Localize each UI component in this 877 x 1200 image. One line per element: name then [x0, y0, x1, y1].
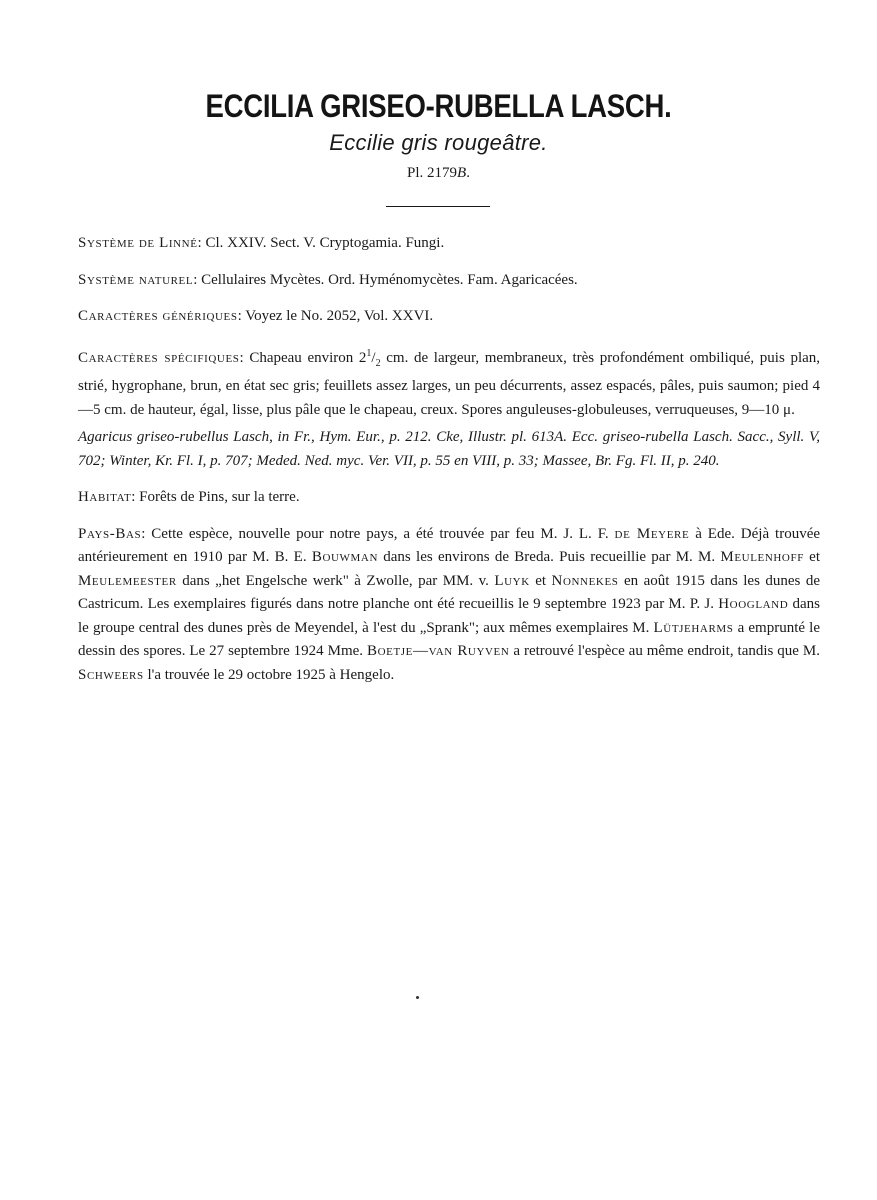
text-run: dans le groupe central des dunes près de Meyendel, à l'est du „Sprank"; aux mêmes exemplaires M. [78, 596, 820, 636]
text-run: et [529, 572, 552, 589]
fraction-separator: / [371, 349, 376, 366]
section-caracteres-generiques [78, 305, 820, 329]
section-label: Système de Linné [78, 235, 198, 251]
text-run: dans les environs de Breda. Puis recueillie par M. M. [378, 549, 721, 565]
section-label: Caractères génériques [78, 308, 238, 324]
section-label: Pays-Bas [78, 525, 142, 542]
person-name: Hoogland [718, 596, 789, 612]
section-caracteres-specifiques [78, 342, 820, 423]
section-text: : Cellulaires Mycètes. Ord. Hyménomycètes. Fam. Agaricacées. [193, 271, 578, 288]
section-text: cm. de largeur, membraneux, très profondément ombiliqué, puis plan, strié, hygrophane, brun, en état sec gris; feuillets assez larges, un peu décurrents, assez espacés, pâles, puis saumon; pied 4—5 cm. de hauteur, égal, lisse, plus pâle que le chapeau, creux. Spores anguleuses-globuleuses, verruqueuses, 9—10 μ. [78, 349, 821, 418]
text-run: et [803, 549, 821, 565]
section-systeme-linne [78, 232, 820, 256]
person-name: Meulemeester [78, 572, 177, 589]
section-habitat [78, 486, 820, 510]
text-run: en août 1915 dans les dunes de Castricum. Les exemplaires figurés dans notre planche ont été recueillis le 9 septembre 1923 par M. P. J. [78, 572, 821, 612]
section-text: : Cl. XXIV. Sect. V. Cryptogamia. Fungi. [197, 235, 445, 251]
person-name: Lütjeharms [653, 619, 734, 636]
person-name: Nonnekes [551, 572, 619, 589]
plate-prefix: Pl. 2179 [407, 165, 458, 181]
section-references: Agaricus griseo-rubellus Lasch, in Fr., Hym. Eur., p. 212. Cke, Illustr. pl. 613A. Ecc. griseo-rubella Lasch. Sacc., Syll. V, 702; Winter, Kr. Fl. I, p. 707; Meded. Ned. myc. Ver. VII, p. 55 en VIII, p. 33; Massee, Br. Fg. Fl. II, p. 240. [78, 429, 820, 469]
plate-suffix: . [466, 165, 470, 181]
plate-letter: B [457, 165, 467, 181]
text-run: l'a trouvée le 29 octobre 1925 à Hengelo. [143, 666, 395, 683]
person-name: de Meyere [614, 525, 690, 542]
section-label: Système naturel [78, 271, 194, 288]
person-name: Bouwman [311, 549, 379, 565]
fraction-denominator: 2 [375, 357, 381, 369]
page-title: ECCILIA GRISEO-RUBELLA LASCH. [205, 88, 672, 124]
person-name: Boetje—van Ruyven [366, 643, 510, 659]
description-body [78, 232, 820, 687]
text-run: a retrouvé l'espèce au même endroit, tandis que M. [509, 643, 820, 659]
print-speck [416, 996, 419, 999]
section-label: Caractères spécifiques [78, 349, 240, 366]
section-text: : Chapeau environ 2 [239, 349, 367, 366]
person-name: Schweers [78, 666, 144, 683]
text-run: à Ede. Déjà trouvée antérieurement en 1910 par M. B. E. [78, 525, 821, 565]
plate-number [0, 165, 877, 182]
person-name: Luyk [494, 572, 530, 589]
section-text: : Forêts de Pins, sur la terre. [131, 489, 300, 505]
person-name: Meulenhoff [720, 549, 804, 565]
section-label: Habitat [78, 489, 132, 505]
text-run: dans „het Engelsche werk" à Zwolle, par MM. v. [176, 572, 495, 589]
section-pays-bas [78, 523, 820, 688]
page-subtitle: Eccilie gris rougeâtre. [329, 130, 548, 155]
title-divider [386, 206, 490, 207]
section-systeme-naturel [78, 269, 820, 293]
fraction-numerator: 1 [366, 347, 372, 359]
text-run: a emprunté le dessin des spores. Le 27 septembre 1924 Mme. [78, 619, 820, 659]
section-text: : Voyez le No. 2052, Vol. XXVI. [237, 308, 434, 324]
text-run: : Cette espèce, nouvelle pour notre pays, a été trouvée par feu M. J. L. F. [141, 525, 615, 542]
